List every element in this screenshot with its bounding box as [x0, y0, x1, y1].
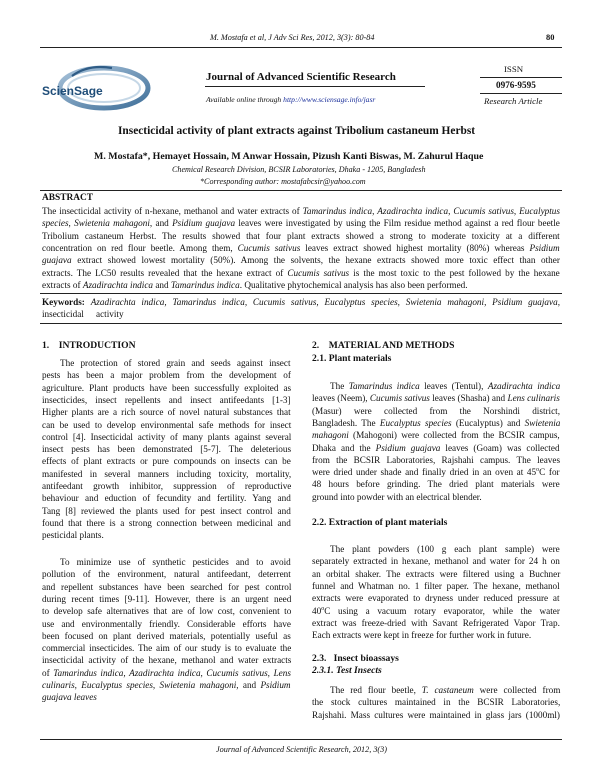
intro-p2-line: culinaris, Eucalyptus species, Swietenia mahagoni, and Psidium	[42, 680, 291, 690]
plant-materials-line: from the BCSIR Laboratories, Rajshahi campus. The leaves	[312, 454, 561, 465]
journal-url-link[interactable]: http://www.sciensage.info/jasr	[283, 95, 376, 104]
keywords-list: Azadirachta indica, Tamarindus indica, Cucumis sativus, Eucalyptus species, Swietenia mahagoni, Psidium guajava, insecticidal	[42, 297, 560, 320]
intro-p2-line: to develop safe alternatives that are of low cost, convenient to	[42, 606, 292, 617]
intro-p2-line: guajava leaves	[42, 692, 97, 703]
plant-materials-line: leaves (Neem), Cucumis sativus leaves (Shasha) and Lens culinaris	[312, 393, 560, 404]
page-footer: Journal of Advanced Scientific Research, 2012, 3(3)	[216, 745, 387, 754]
sciensage-logo	[42, 62, 154, 120]
extraction-line: separately extracted in hexane, methanol and water for 24 h on	[312, 556, 560, 567]
test-insects-line: The red flour beetle, T. castaneum were collected from	[330, 685, 561, 695]
extraction-line: extract was freeze-dried with Savant Refrigerated Vapor Trap.	[312, 617, 560, 628]
intro-p2-line: during recent times [9-11]. However, there is an urgent need	[42, 593, 292, 604]
header-rule	[40, 47, 562, 48]
authors: M. Mostafa*, Hemayet Hossain, M Anwar Hossain, Pizush Kanti Biswas, M. Zahurul Haque	[94, 151, 484, 162]
section-methods-heading: 2. MATERIAL AND METHODS	[312, 340, 455, 351]
keywords-bottom-rule	[40, 323, 562, 324]
extraction-line: 40$^o$C using a vacuum rotary evaporator, while the water	[312, 605, 560, 616]
intro-p1-line: Higher plants are a rich source of novel natural substances that	[42, 407, 291, 418]
authors-line	[94, 151, 483, 162]
abstract-line: extracts of Azadirachta indica and Tamarindus indica. Qualitative phytochemical analysis has also been performed.	[42, 279, 468, 290]
extraction-line: The plant powders (100 g each plant sample) were	[330, 544, 560, 554]
intro-p1-line: control [4]. Insecticidal activity of many plants against several	[42, 431, 292, 442]
journal-name-underline	[205, 86, 425, 87]
abstract-top-rule	[40, 190, 562, 191]
intro-p1-line: pesticidal plants.	[42, 530, 104, 541]
intro-p1-line: agriculture. Plant products have been successfully exploited as	[42, 382, 292, 393]
abstract-bottom-rule	[40, 293, 562, 294]
intro-p1-line: The protection of stored grain and seeds against insect	[60, 358, 291, 368]
abstract-line: species, Swietenia mahagoni, and Psidium guajava leaves were investigated by using the Film residue method against a red flour beetle	[42, 218, 560, 229]
plant-materials-line: were dried under shade and finally dried in an oven at 45$^o$C for	[312, 467, 560, 478]
plant-materials-line: The Tamarindus indica leaves (Tentul), Azadirachta indica	[330, 381, 561, 391]
intro-p1-line: antifeedant growth inhibitor, suppression of reproductive	[42, 481, 292, 491]
plant-materials-line: mahagoni (Mahogoni) were collected from the BCSIR campus,	[312, 430, 560, 441]
subsection-insect-bioassays: 2.3. Insect bioassays	[312, 653, 399, 664]
issn-label: ISSN	[504, 64, 524, 74]
journal-name: Journal of Advanced Scientific Research	[206, 71, 396, 83]
logo-text: ScienSage	[42, 84, 103, 98]
extraction-line: extracts were evaporated to dryness under reduced pressure at	[312, 593, 560, 604]
abstract-line: The insecticidal activity of n-hexane, methanol and water extracts of Tamarindus indica, Azadirachta indica, Cucumis sativus, Eucalyptus	[42, 206, 560, 216]
subsection-extraction: 2.2. Extraction of plant materials	[312, 517, 448, 528]
test-insects-line: the stock cultures maintained in the BCSIR Laboratories,	[312, 697, 561, 708]
availability-line	[206, 95, 375, 104]
intro-p2-line: To minimize use of synthetic pesticides and to avoid	[60, 557, 291, 567]
running-header-citation: M. Mostafa et al, J Adv Sci Res, 2012, 3(3): 80-84	[210, 33, 375, 42]
subsection-test-insects: 2.3.1. Test Insects	[312, 665, 382, 676]
section-introduction-heading: 1. INTRODUCTION	[42, 340, 136, 351]
plant-materials-line: Dhaka and the Psidium guajava leaves (Goam) was collected	[312, 442, 560, 453]
issn-rule-1	[480, 77, 562, 78]
footer-rule	[40, 739, 562, 740]
intro-p1-line: can be used to develop environmental safe methods for insect	[42, 419, 292, 430]
keywords-line-2: activity	[96, 309, 124, 319]
affiliation: Chemical Research Division, BCSIR Laboratories, Dhaka - 1205, Bangladesh	[172, 165, 426, 174]
abstract-line: concentration on red flour beetle. Among them, Cucumis sativus leaves extract showed highest mortality (80%) whereas Psidium	[42, 242, 560, 253]
intro-p1-line: Tang [8] reviewed the plants used for pest insect control and	[42, 505, 291, 516]
intro-p1-line: effects of plant extracts or pure compounds on insects can be	[42, 456, 291, 467]
abstract-line: extracts. The LC50 results revealed that the hexane extract of Cucumis sativus is the most toxic to the pest followed by the hexane	[42, 267, 560, 278]
intro-p2-line: use and environmentally friendly. Considerable efforts have	[42, 618, 291, 629]
extraction-line: funnel and Whatman no. 1 filter paper. The hexane, methanol	[312, 580, 560, 591]
extraction-line: an orbital shaker. The extracts were filtered using a Buchner	[312, 568, 561, 579]
corresponding-author: *Corresponding author: mostafabcsir@yahoo.com	[200, 177, 366, 186]
issn-number: 0976-9595	[496, 80, 536, 90]
intro-p1-line: found that there is a strong connection between medicinal and	[42, 517, 291, 528]
abstract-heading: ABSTRACT	[42, 193, 94, 203]
article-type: Research Article	[484, 96, 543, 106]
intro-p1-line: insecticides, insect repellents and insect antifeedants [1-3]	[42, 394, 291, 405]
intro-p1-line: behaviour and eduction of fecundity and fertility. Yang and	[42, 493, 291, 504]
intro-p2-line: pollution of the environment, natural antifeedant, deterrent	[42, 569, 291, 580]
page-number: 80	[546, 33, 555, 42]
available-prefix: Available online through	[206, 95, 282, 104]
abstract-line: guajava extract showed lowest mortality (50%). Among the solvents, the hexane extracts showed more toxic effect than other	[42, 255, 560, 266]
article-title: Insecticidal activity of plant extracts against Tribolium castaneum Herbst	[118, 125, 476, 137]
plant-materials-line: Bangladesh. The Eucalyptus species (Eucalyptus) and Swietenia	[312, 417, 561, 428]
intro-p1-line: insect pests has been demonstrated [5-7]. The deleterious	[42, 444, 292, 455]
intro-p1-line: manifested in several manners including toxicity, mortality,	[42, 468, 292, 479]
intro-p2-line: of Tamarindus indica, Azadirachta indica, Cucumis sativus, Lens	[42, 667, 291, 678]
intro-p2-line: insecticidal activity of the hexane, methanol and water extracts	[42, 655, 292, 666]
intro-p2-line: been focused on plant derived materials, potentially useful as	[42, 630, 291, 641]
test-insects-line: Rajshahi. Mass cultures were maintained in glass jars (1000ml)	[312, 709, 560, 720]
issn-rule-2	[480, 93, 562, 94]
subsection-plant-materials: 2.1. Plant materials	[312, 353, 392, 364]
extraction-line: Each extracts were kept in freeze for further work in future.	[312, 630, 532, 641]
plant-materials-line: 48 hours before grinding. The dried plant materials were	[312, 479, 560, 490]
plant-materials-line: ground into powder with an electrical blender.	[312, 491, 482, 502]
abstract-line: Tribolium castaneum Herbst. The results showed that four plant extracts showed a strong to moderate toxicity at a different	[42, 230, 560, 241]
intro-p2-line: and repellent substances have been searched for pest control	[42, 581, 292, 592]
keywords-label: Keywords:	[42, 297, 85, 307]
intro-p2-line: commercial insecticides. The aim of our study is to evaluate the	[42, 643, 292, 654]
plant-materials-line: (Masur) were collected from the Norshindi district,	[312, 405, 561, 416]
intro-p1-line: pests has been a major problem from the development of	[42, 370, 291, 381]
